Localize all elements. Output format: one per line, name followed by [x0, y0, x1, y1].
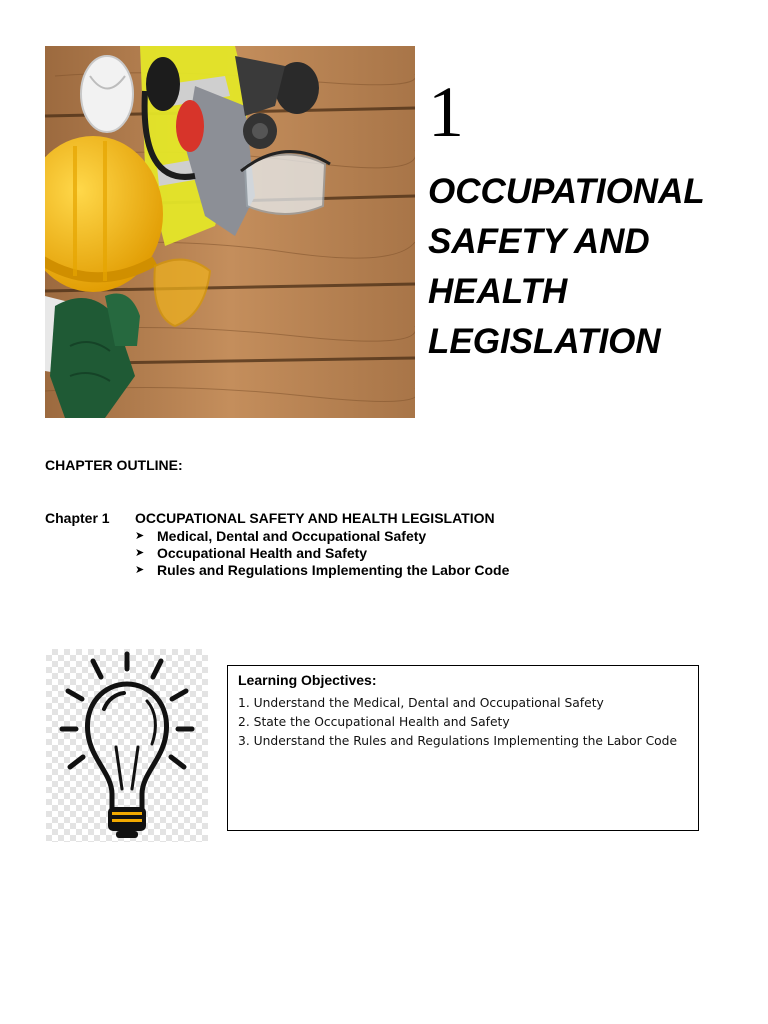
arrow-bullet-icon: ➤ — [135, 547, 145, 559]
arrow-bullet-icon: ➤ — [135, 564, 145, 576]
outline-item-text: Occupational Health and Safety — [157, 545, 368, 561]
outline-item-text: Rules and Regulations Implementing the Labor Code — [157, 562, 510, 578]
objective-item: 3. Understand the Rules and Regulations Implementing the Labor Code — [238, 734, 678, 748]
outline-item — [135, 545, 509, 562]
chapter-outline-heading: CHAPTER OUTLINE: — [45, 457, 183, 473]
outline-item — [135, 562, 509, 579]
chapter-label: Chapter 1 — [45, 510, 110, 526]
objective-item: 2. State the Occupational Health and Safety — [238, 715, 510, 729]
chapter-number: 1 — [428, 72, 464, 152]
chapter-title-line: SAFETY AND — [428, 222, 650, 261]
chapter-title-line: OCCUPATIONAL — [428, 172, 705, 211]
chapter-name: OCCUPATIONAL SAFETY AND HEALTH LEGISLATION — [135, 510, 495, 526]
safety-gear-photo — [45, 46, 415, 418]
bulb-accent — [112, 812, 142, 815]
outline-item — [135, 528, 509, 545]
learning-objectives-heading: Learning Objectives: — [238, 672, 377, 688]
outline-item-text: Medical, Dental and Occupational Safety — [157, 528, 427, 544]
safety-gear-illustration — [45, 46, 415, 418]
outline-list — [135, 528, 509, 579]
lightbulb-icon — [46, 649, 208, 842]
objective-item: 1. Understand the Medical, Dental and Occupational Safety — [238, 696, 604, 710]
chapter-title — [428, 167, 748, 367]
lightbulb-drawing — [46, 649, 208, 842]
learning-objectives-list — [238, 694, 688, 751]
arrow-bullet-icon: ➤ — [135, 530, 145, 542]
chapter-title-line: HEALTH — [428, 272, 568, 311]
chapter-title-line: LEGISLATION — [428, 322, 661, 361]
learning-objectives-box — [227, 665, 699, 831]
